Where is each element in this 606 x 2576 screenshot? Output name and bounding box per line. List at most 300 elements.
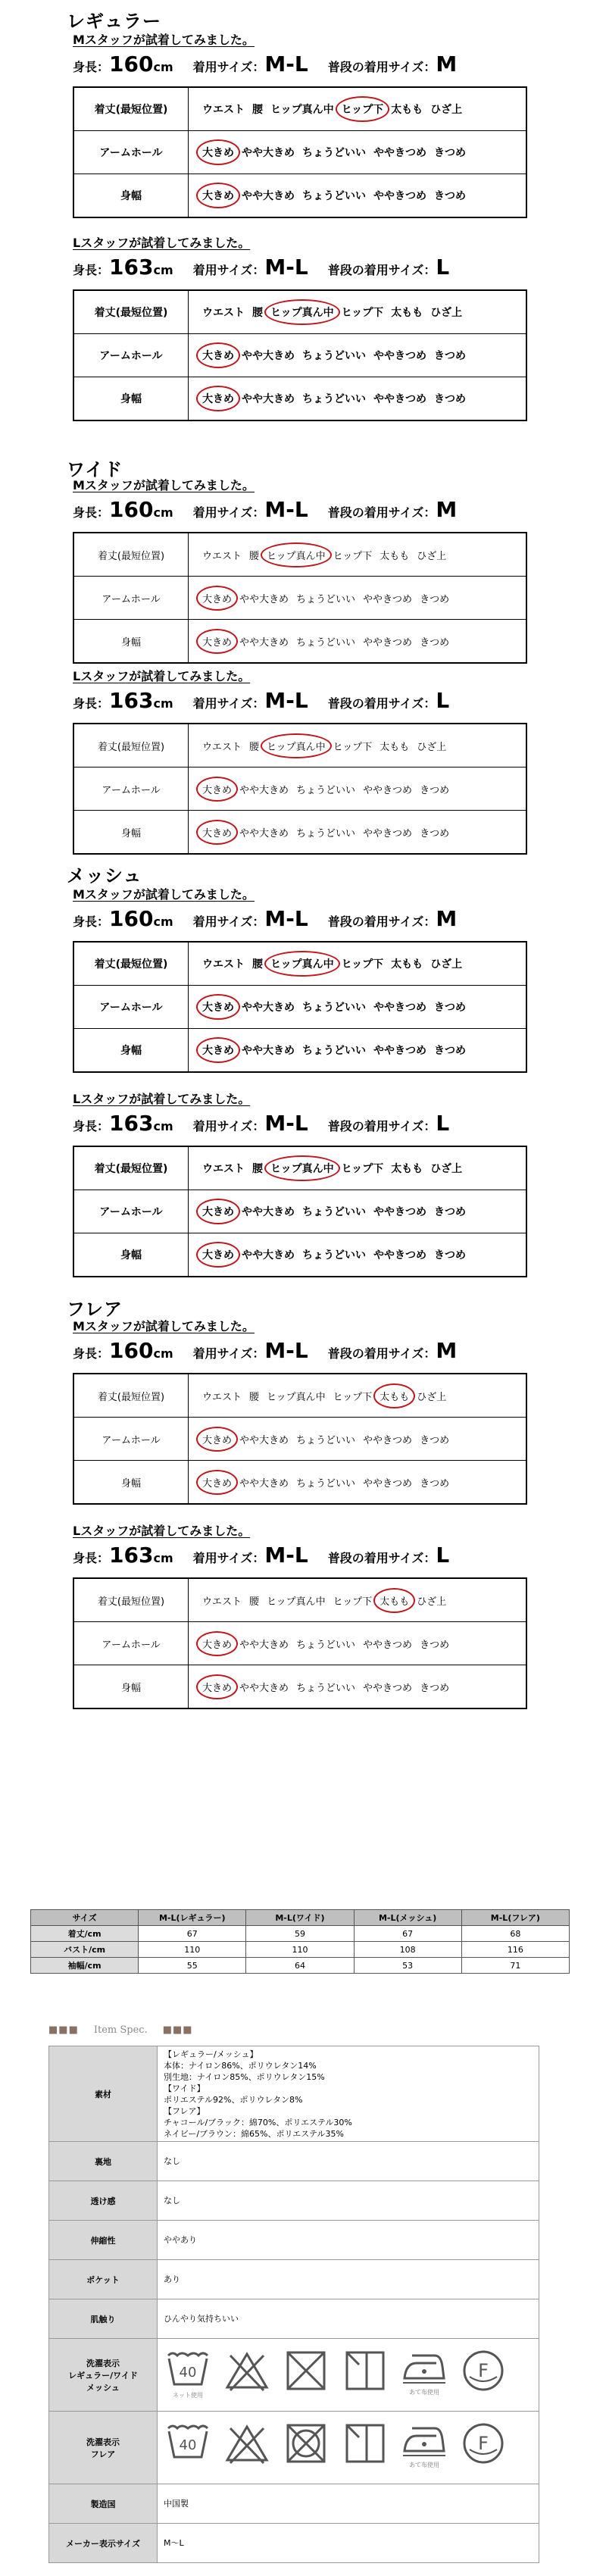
size-header-cell: M-L(メッシュ)	[354, 1910, 461, 1926]
fit-option: 腰	[252, 307, 263, 319]
material-line: チャコール/ブラック：綿70%、ポリエステル30%	[164, 2117, 352, 2127]
material-line: 【レギュラー/メッシュ】	[164, 2049, 258, 2059]
spec-row	[49, 2299, 539, 2339]
staff-caption: Lスタッフが試着してみました。	[73, 236, 251, 250]
fit-option: 太もも	[391, 104, 423, 116]
table-row	[73, 334, 526, 377]
fit-option: ちょうどいい	[296, 1682, 356, 1694]
staff-caption: Mスタッフが試着してみました。	[73, 478, 255, 492]
height-unit: cm	[153, 914, 173, 929]
usual-size-value: L	[436, 1543, 450, 1568]
spec-value: あり	[158, 2260, 539, 2299]
table-row	[73, 986, 526, 1029]
fit-option: ひざ上	[430, 104, 463, 116]
fit-option: きつめ	[420, 1477, 450, 1490]
staff-caption: Lスタッフが試着してみました。	[73, 1524, 251, 1538]
table-row	[73, 533, 526, 577]
size-cell: 68	[461, 1926, 569, 1942]
care-icons-1	[158, 2339, 539, 2412]
size-cell: 53	[354, 1958, 461, 1974]
spec-key-care-2	[49, 2412, 158, 2484]
section-title: フレア	[67, 1299, 123, 1320]
fit-row-label: 身幅	[73, 1665, 189, 1709]
height-value: 160	[109, 52, 154, 77]
staff-caption: Mスタッフが試着してみました。	[73, 887, 255, 902]
fit-option: ちょうどいい	[296, 1639, 356, 1651]
height-unit: cm	[153, 1346, 173, 1361]
usual-size-label: 普段の着用サイズ：	[327, 1551, 436, 1565]
fit-row-label: 着丈(最短位置)	[73, 290, 189, 334]
care-key-line: 洗濯表示	[86, 2358, 120, 2368]
hang-dry-shade-icon	[341, 2348, 389, 2402]
fit-option: 太もも	[380, 741, 410, 753]
spec-row	[49, 2142, 539, 2181]
staff-size-line	[73, 255, 449, 280]
fit-option: きつめ	[434, 350, 466, 362]
size-cell: 64	[246, 1958, 354, 1974]
fit-option: ちょうどいい	[302, 190, 366, 202]
fit-option-selected: 大きめ	[202, 1043, 234, 1058]
spec-key-care-1	[49, 2339, 158, 2412]
usual-size-label: 普段の着用サイズ：	[327, 914, 436, 929]
height-unit: cm	[153, 263, 173, 277]
no-bleach-icon	[223, 2421, 271, 2475]
dry-clean-letter: F	[478, 2432, 489, 2454]
fit-option-selected: 大きめ	[202, 1247, 234, 1262]
fit-row-label: 着丈(最短位置)	[73, 87, 189, 131]
fit-option: ややきつめ	[373, 190, 426, 202]
fit-option: きつめ	[434, 147, 466, 159]
fit-option: ひざ上	[417, 1391, 447, 1403]
fit-table	[73, 1577, 527, 1709]
fit-option: ウエスト	[202, 1391, 242, 1403]
fit-option: やや大きめ	[239, 784, 289, 796]
wear-size-value: M-L	[264, 906, 308, 931]
height-unit: cm	[153, 1551, 173, 1565]
fit-option: やや大きめ	[239, 636, 289, 649]
fit-option: 腰	[252, 958, 263, 971]
fit-option: きつめ	[420, 593, 450, 605]
fit-option: ややきつめ	[363, 784, 413, 796]
fit-option: やや大きめ	[242, 190, 295, 202]
fit-option: 太もも	[380, 550, 410, 562]
material-line: 別生地：ナイロン85%、ポリウレタン15%	[164, 2071, 325, 2082]
fit-option: ややきつめ	[363, 827, 413, 839]
fit-option: ちょうどいい	[296, 784, 356, 796]
dry-clean-letter: F	[478, 2359, 489, 2381]
fit-option: きつめ	[420, 1639, 450, 1651]
table-row	[73, 1146, 526, 1190]
fit-options	[189, 533, 527, 577]
fit-option: ウエスト	[202, 104, 245, 116]
spec-row	[49, 2260, 539, 2299]
staff-size-line	[73, 906, 457, 931]
height-value: 160	[109, 1338, 154, 1363]
fit-option: ちょうどいい	[296, 593, 356, 605]
fit-row-label: 身幅	[73, 174, 189, 218]
fit-row-label: 着丈(最短位置)	[73, 942, 189, 986]
wear-size-value: M-L	[264, 1111, 308, 1136]
table-row	[73, 767, 526, 811]
fit-option-selected: 大きめ	[202, 1475, 232, 1490]
fit-option-selected: 大きめ	[202, 188, 234, 203]
usual-size-value: M	[436, 1338, 458, 1363]
fit-option: やや大きめ	[242, 1249, 295, 1261]
fit-option: ヒップ真ん中	[267, 1391, 326, 1403]
fit-table	[73, 1373, 527, 1505]
fit-option: ややきつめ	[373, 1002, 426, 1014]
iron-caption: あて布使用	[409, 2388, 439, 2396]
usual-size-value: L	[436, 688, 450, 713]
table-row	[73, 131, 526, 174]
fit-option: ヒップ真ん中	[267, 1596, 326, 1608]
fit-row-label: 身幅	[73, 1029, 189, 1073]
staff-size-line	[73, 1338, 457, 1363]
section-title: メッシュ	[67, 865, 142, 886]
fit-options	[189, 1418, 527, 1461]
table-row	[73, 811, 526, 855]
usual-size-label: 普段の着用サイズ：	[327, 696, 436, 711]
size-header-cell: M-L(フレア)	[461, 1910, 569, 1926]
fit-row-label: アームホール	[73, 767, 189, 811]
fit-option: ちょうどいい	[302, 1045, 366, 1057]
height-value: 163	[109, 1543, 154, 1568]
fit-options	[189, 1029, 527, 1073]
wear-size-label: 着用サイズ：	[192, 1346, 265, 1361]
fit-option-selected: 太もも	[380, 1389, 409, 1403]
fit-options	[189, 724, 527, 767]
wear-size-label: 着用サイズ：	[192, 914, 265, 929]
wear-size-value: M-L	[264, 497, 308, 522]
table-row	[73, 724, 526, 767]
care-key-line: フレア	[90, 2449, 116, 2459]
spec-key: 肌触り	[49, 2299, 158, 2339]
spec-row-origin	[49, 2484, 539, 2524]
spec-value: ひんやり気持ちいい	[158, 2299, 539, 2339]
size-cell: 71	[461, 1958, 569, 1974]
fit-options	[189, 290, 527, 334]
fit-option-selected: 大きめ	[202, 825, 232, 839]
no-tumble-dry-icon	[282, 2421, 330, 2475]
spec-key: メーカー表示サイズ	[49, 2524, 158, 2563]
height-label: 身長：	[73, 696, 110, 711]
height-value: 163	[109, 688, 154, 713]
care-key-line: メッシュ	[86, 2382, 120, 2393]
table-row	[31, 1926, 570, 1942]
staff-size-line	[73, 1543, 449, 1568]
fit-options	[189, 986, 527, 1029]
size-cell: 110	[246, 1942, 354, 1958]
usual-size-value: L	[436, 1111, 450, 1136]
fit-option: ヒップ下	[333, 550, 373, 562]
fit-option: ややきつめ	[363, 1477, 413, 1490]
fit-table	[73, 723, 527, 855]
fit-options	[189, 377, 527, 421]
staff-size-line	[73, 1111, 449, 1136]
spec-key: 素材	[49, 2046, 158, 2142]
fit-option: ひざ上	[417, 1596, 447, 1608]
fit-options	[189, 942, 527, 986]
fit-option-selected: 太もも	[380, 1593, 409, 1608]
fit-option: ちょうどいい	[302, 350, 366, 362]
fit-row-label: 身幅	[73, 1233, 189, 1277]
fit-option: ややきつめ	[363, 1639, 413, 1651]
spec-value: ややあり	[158, 2221, 539, 2260]
fit-options	[189, 131, 527, 174]
fit-option: ややきつめ	[373, 350, 426, 362]
table-row	[73, 290, 526, 334]
fit-option: きつめ	[434, 1002, 466, 1014]
staff-caption: Mスタッフが試着してみました。	[73, 1319, 255, 1333]
dry-clean-icon	[459, 2348, 508, 2402]
fit-row-label: 身幅	[73, 811, 189, 855]
usual-size-value: M	[436, 497, 458, 522]
fit-option-selected: 大きめ	[202, 1637, 232, 1651]
fit-option: やや大きめ	[239, 1477, 289, 1490]
spec-key: 伸縮性	[49, 2221, 158, 2260]
care-icons-2	[158, 2412, 539, 2484]
fit-option: 腰	[252, 1163, 263, 1175]
fit-option: ちょうどいい	[302, 393, 366, 405]
staff-size-line	[73, 688, 449, 713]
fit-options	[189, 1461, 527, 1505]
usual-size-value: L	[436, 255, 450, 280]
height-value: 160	[109, 906, 154, 931]
fit-option: ひざ上	[430, 1163, 463, 1175]
fit-row-label: 身幅	[73, 620, 189, 664]
usual-size-value: M	[436, 52, 458, 77]
fit-option: 腰	[252, 104, 263, 116]
table-row	[73, 1622, 526, 1665]
height-value: 163	[109, 255, 154, 280]
table-row	[73, 1190, 526, 1233]
fit-options	[189, 811, 527, 855]
fit-row-label: アームホール	[73, 577, 189, 620]
size-cell: 67	[354, 1926, 461, 1942]
height-label: 身長：	[73, 263, 110, 277]
fit-table	[73, 86, 527, 218]
wash-temp: 40	[179, 2437, 197, 2453]
fit-option-selected: 大きめ	[202, 1204, 234, 1219]
fit-row-label: アームホール	[73, 131, 189, 174]
wear-size-label: 着用サイズ：	[192, 1119, 265, 1133]
fit-option-selected: 大きめ	[202, 591, 232, 605]
wear-size-value: M-L	[264, 1338, 308, 1363]
fit-option: ヒップ下	[341, 1163, 384, 1175]
fit-options	[189, 767, 527, 811]
table-row	[73, 87, 526, 131]
staff-size-line	[73, 497, 457, 522]
height-label: 身長：	[73, 1551, 110, 1565]
table-row	[73, 1029, 526, 1073]
iron-icon	[400, 2348, 448, 2402]
fit-option-selected: ヒップ真ん中	[267, 548, 326, 562]
spec-value: 中国製	[158, 2484, 539, 2524]
usual-size-value: M	[436, 906, 458, 931]
table-row	[73, 620, 526, 664]
fit-options	[189, 334, 527, 377]
fit-option: やや大きめ	[242, 350, 295, 362]
fit-option: 腰	[249, 1596, 260, 1608]
item-spec-table	[48, 2046, 539, 2563]
fit-row-label: アームホール	[73, 1418, 189, 1461]
table-row	[73, 377, 526, 421]
item-spec-title: Item Spec.	[93, 2024, 148, 2036]
size-cell: 110	[139, 1942, 246, 1958]
fit-option-selected: 大きめ	[202, 999, 234, 1014]
fit-option: きつめ	[420, 1682, 450, 1694]
fit-option: ヒップ真ん中	[270, 104, 334, 116]
wear-size-value: M-L	[264, 52, 308, 77]
size-cell: 108	[354, 1942, 461, 1958]
fit-option-selected: 大きめ	[202, 782, 232, 796]
fit-option-selected: 大きめ	[202, 1432, 232, 1446]
fit-options	[189, 1578, 527, 1622]
fit-option: ちょうどいい	[302, 147, 366, 159]
height-label: 身長：	[73, 914, 110, 929]
fit-option: ややきつめ	[373, 1249, 426, 1261]
fit-option: ややきつめ	[363, 1434, 413, 1446]
fit-option: ややきつめ	[373, 1206, 426, 1218]
staff-caption: Lスタッフが試着してみました。	[73, 1092, 251, 1106]
height-value: 160	[109, 497, 154, 522]
fit-option: ちょうどいい	[302, 1206, 366, 1218]
fit-option: きつめ	[420, 784, 450, 796]
fit-option: きつめ	[420, 827, 450, 839]
fit-row-label: 着丈(最短位置)	[73, 724, 189, 767]
fit-option-selected: ヒップ真ん中	[270, 956, 334, 971]
fit-option: ややきつめ	[363, 1682, 413, 1694]
size-table-header	[31, 1910, 570, 1926]
fit-options	[189, 1622, 527, 1665]
fit-option: ちょうどいい	[296, 827, 356, 839]
height-label: 身長：	[73, 1119, 110, 1133]
fit-option: ウエスト	[202, 307, 245, 319]
wash-tub-icon	[164, 2421, 212, 2475]
section-title: ワイド	[67, 459, 123, 480]
fit-option: 腰	[249, 550, 260, 562]
fit-options	[189, 577, 527, 620]
iron-icon	[400, 2421, 448, 2475]
height-unit: cm	[153, 505, 173, 520]
fit-option: やや大きめ	[242, 393, 295, 405]
fit-option: ちょうどいい	[296, 636, 356, 649]
fit-row-label: アームホール	[73, 1622, 189, 1665]
fit-option: ウエスト	[202, 550, 242, 562]
height-label: 身長：	[73, 1346, 110, 1361]
iron-caption: あて布使用	[409, 2461, 439, 2468]
height-unit: cm	[153, 1119, 173, 1133]
fit-row-label: 着丈(最短位置)	[73, 1578, 189, 1622]
fit-option: ややきつめ	[373, 393, 426, 405]
table-row	[31, 1942, 570, 1958]
fit-option: ヒップ下	[333, 741, 373, 753]
fit-option: やや大きめ	[242, 1045, 295, 1057]
fit-options	[189, 1233, 527, 1277]
wear-size-label: 着用サイズ：	[192, 60, 265, 74]
material-line: 本体：ナイロン86%、ポリウレタン14%	[164, 2060, 317, 2071]
table-row	[73, 942, 526, 986]
size-cell: 67	[139, 1926, 246, 1942]
table-row	[73, 1374, 526, 1418]
fit-option: やや大きめ	[239, 1434, 289, 1446]
fit-option: ウエスト	[202, 1163, 245, 1175]
spec-key: ポケット	[49, 2260, 158, 2299]
fit-row-label: 着丈(最短位置)	[73, 533, 189, 577]
fit-option: やや大きめ	[239, 827, 289, 839]
size-cell: 55	[139, 1958, 246, 1974]
fit-option-selected: 大きめ	[202, 1680, 232, 1694]
table-row	[73, 174, 526, 218]
size-row-label: 着丈/cm	[31, 1926, 139, 1942]
fit-row-label: 身幅	[73, 1461, 189, 1505]
height-label: 身長：	[73, 60, 110, 74]
fit-option: 太もも	[391, 307, 423, 319]
fit-option-selected: 大きめ	[202, 145, 234, 160]
table-row	[73, 577, 526, 620]
table-row	[73, 1233, 526, 1277]
spec-value: なし	[158, 2181, 539, 2221]
size-row-label: 袖幅/cm	[31, 1958, 139, 1974]
fit-option: ウエスト	[202, 958, 245, 971]
fit-option: きつめ	[420, 1434, 450, 1446]
staff-caption: Lスタッフが試着してみました。	[73, 669, 251, 683]
spec-material-value	[158, 2046, 539, 2142]
size-header-cell: サイズ	[31, 1910, 139, 1926]
usual-size-label: 普段の着用サイズ：	[327, 1119, 436, 1133]
wash-temp: 40	[179, 2364, 197, 2381]
fit-option-selected: 大きめ	[202, 391, 234, 406]
spec-row	[49, 2181, 539, 2221]
dry-clean-icon	[459, 2421, 508, 2475]
care-key-line: 洗濯表示	[86, 2437, 120, 2447]
heading-squares: ■■■	[48, 2024, 79, 2036]
height-unit: cm	[153, 696, 173, 711]
table-row	[73, 1665, 526, 1709]
fit-option: ひざ上	[417, 550, 447, 562]
fit-option: ひざ上	[417, 741, 447, 753]
wash-caption: ネット使用	[173, 2391, 203, 2399]
fit-table	[73, 1146, 527, 1277]
fit-option: ちょうどいい	[296, 1477, 356, 1490]
size-table	[30, 1909, 570, 1974]
fit-options	[189, 1374, 527, 1418]
no-tumble-dry-icon	[282, 2348, 330, 2402]
fit-option: ウエスト	[202, 1596, 242, 1608]
wear-size-value: M-L	[264, 255, 308, 280]
care-key-line: レギュラー/ワイド	[68, 2370, 138, 2381]
spec-value: M〜L	[158, 2524, 539, 2563]
fit-option: ちょうどいい	[302, 1002, 366, 1014]
fit-option: やや大きめ	[239, 1682, 289, 1694]
fit-option-selected: ヒップ下	[342, 102, 384, 117]
fit-option: ややきつめ	[373, 1045, 426, 1057]
fit-option: ちょうどいい	[296, 1434, 356, 1446]
height-label: 身長：	[73, 505, 110, 520]
spec-value: なし	[158, 2142, 539, 2181]
height-unit: cm	[153, 60, 173, 74]
fit-option: きつめ	[420, 636, 450, 649]
wear-size-label: 着用サイズ：	[192, 263, 265, 277]
usual-size-label: 普段の着用サイズ：	[327, 60, 436, 74]
fit-options	[189, 1146, 527, 1190]
fit-option: きつめ	[434, 1249, 466, 1261]
fit-option-selected: ヒップ真ん中	[267, 739, 326, 753]
fit-option: ヒップ下	[333, 1596, 373, 1608]
spec-row	[49, 2221, 539, 2260]
fit-row-label: 身幅	[73, 377, 189, 421]
staff-size-line	[73, 52, 457, 77]
